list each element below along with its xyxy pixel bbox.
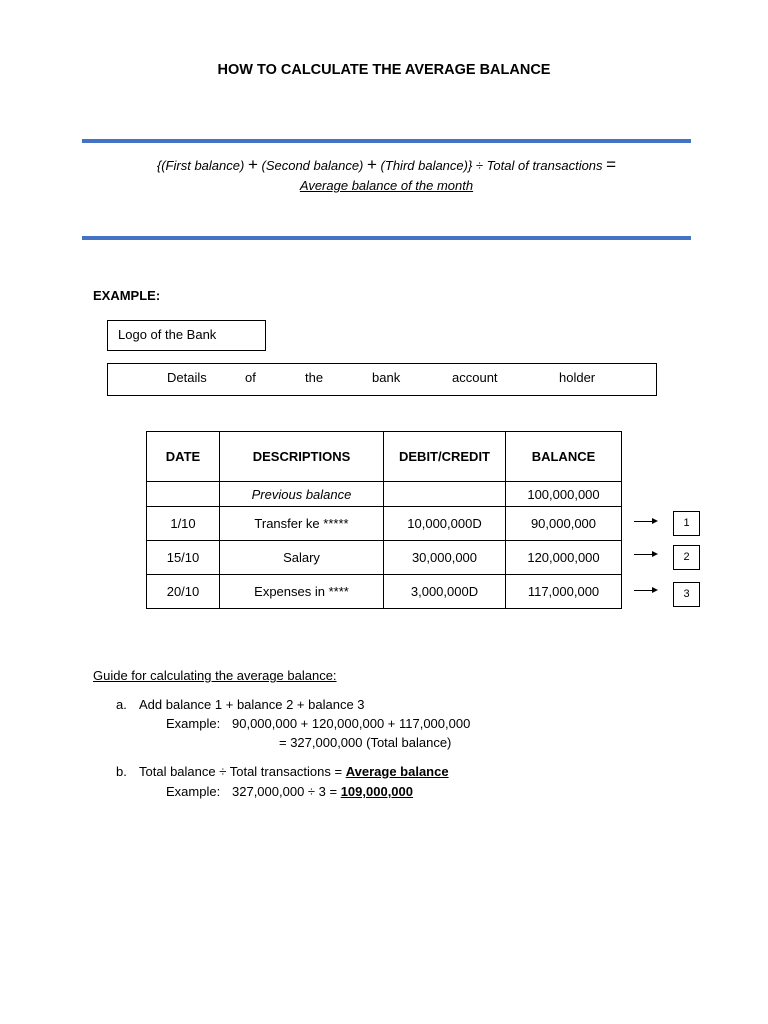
arrow-right-icon xyxy=(634,554,656,555)
cell-debit-credit xyxy=(384,482,506,507)
guide-example-label: Example: xyxy=(166,716,221,731)
plus-operator: + xyxy=(247,155,258,174)
details-word: Details xyxy=(167,370,207,385)
column-header-date: DATE xyxy=(147,432,220,482)
guide-step-b xyxy=(139,764,449,779)
cell-debit-credit: 30,000,000 xyxy=(384,541,506,575)
details-word: account xyxy=(452,370,498,385)
column-header-balance: BALANCE xyxy=(506,432,622,482)
details-word: bank xyxy=(372,370,401,385)
column-header-debit-credit: DEBIT/CREDIT xyxy=(384,432,506,482)
transactions-table xyxy=(146,431,622,609)
cell-debit-credit: 10,000,000D xyxy=(384,507,506,541)
cell-balance: 120,000,000 xyxy=(506,541,622,575)
formula-result: Average balance of the month xyxy=(299,178,474,193)
formula-line-1 xyxy=(82,155,691,175)
cell-description: Expenses in **** xyxy=(220,575,384,609)
formula-part-2: (Second balance) xyxy=(257,158,367,173)
guide-letter-b: b. xyxy=(116,764,127,779)
guide-example-label: Example: xyxy=(166,784,221,799)
cell-date: 1/10 xyxy=(147,507,220,541)
plus-operator: + xyxy=(367,155,377,174)
guide-letter-a: a. xyxy=(116,697,127,712)
cell-description: Previous balance xyxy=(220,482,384,507)
account-holder-details-box xyxy=(107,363,657,396)
example-label: EXAMPLE: xyxy=(93,288,161,303)
cell-description: Transfer ke ***** xyxy=(220,507,384,541)
guide-example-a: 90,000,000 + 120,000,000 + 117,000,000 xyxy=(232,716,471,731)
bank-logo-box: Logo of the Bank xyxy=(107,320,266,351)
cell-description: Salary xyxy=(220,541,384,575)
guide-step-a: Add balance 1 + balance 2 + balance 3 xyxy=(139,697,365,712)
table-row xyxy=(147,482,622,507)
cell-date xyxy=(147,482,220,507)
guide-example-b-text: 327,000,000 ÷ 3 = xyxy=(232,784,341,799)
details-word: holder xyxy=(559,370,596,385)
cell-debit-credit: 3,000,000D xyxy=(384,575,506,609)
guide-result-a: = 327,000,000 (Total balance) xyxy=(279,735,452,750)
formula-line-2 xyxy=(82,178,691,193)
table-header-row xyxy=(147,432,622,482)
balance-marker-1: 1 xyxy=(673,511,700,536)
guide-heading: Guide for calculating the average balance: xyxy=(93,668,337,683)
column-header-descriptions: DESCRIPTIONS xyxy=(220,432,384,482)
guide-example-b xyxy=(232,784,413,799)
cell-balance: 90,000,000 xyxy=(506,507,622,541)
bottom-divider xyxy=(82,236,691,240)
formula-part-1: {(First balance) xyxy=(156,158,248,173)
cell-balance: 117,000,000 xyxy=(506,575,622,609)
equals-operator: = xyxy=(606,155,617,174)
guide-step-b-text: Total balance ÷ Total transactions = xyxy=(139,764,346,779)
table-row xyxy=(147,507,622,541)
arrow-right-icon xyxy=(634,521,656,522)
arrow-right-icon xyxy=(634,590,656,591)
balance-marker-3: 3 xyxy=(673,582,700,607)
formula-part-3: (Third balance)} ÷ Total of transactions xyxy=(376,158,607,173)
table-row xyxy=(147,541,622,575)
table-row xyxy=(147,575,622,609)
cell-date: 20/10 xyxy=(147,575,220,609)
cell-balance: 100,000,000 xyxy=(506,482,622,507)
details-word: of xyxy=(245,370,256,385)
top-divider xyxy=(82,139,691,143)
cell-date: 15/10 xyxy=(147,541,220,575)
guide-step-b-emphasis: Average balance xyxy=(345,764,449,779)
page-title: HOW TO CALCULATE THE AVERAGE BALANCE xyxy=(217,62,551,78)
guide-example-b-result: 109,000,000 xyxy=(340,784,413,799)
details-word: the xyxy=(305,370,324,385)
balance-marker-2: 2 xyxy=(673,545,700,570)
